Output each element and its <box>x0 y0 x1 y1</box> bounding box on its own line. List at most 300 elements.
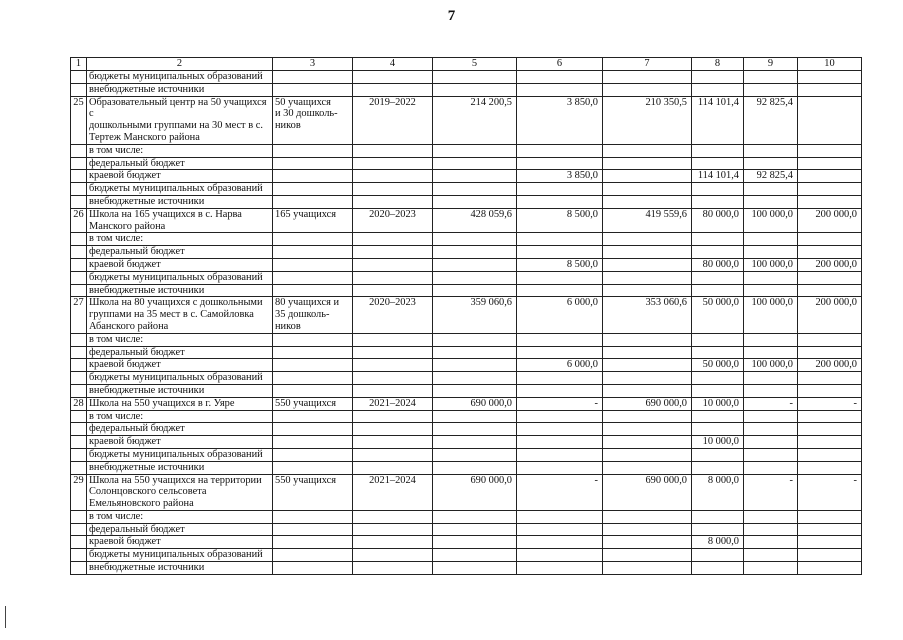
row-label: внебюджетные источники <box>87 83 273 96</box>
project-number: 25 <box>71 96 87 144</box>
column-header: 3 <box>273 58 353 71</box>
funding-col9-value: 100 000,0 <box>744 258 798 271</box>
empty-cell <box>433 271 517 284</box>
funding-col6-value: 3 850,0 <box>517 170 603 183</box>
project-col6-value: - <box>517 397 603 410</box>
column-header: 2 <box>87 58 273 71</box>
funding-col9-value <box>744 461 798 474</box>
empty-cell <box>273 258 353 271</box>
funding-col9-value <box>744 436 798 449</box>
project-number: 28 <box>71 397 87 410</box>
funding-col10-value <box>798 384 862 397</box>
project-col10-value <box>798 96 862 144</box>
empty-cell <box>273 448 353 461</box>
page-number: 7 <box>447 8 456 24</box>
funding-source-row <box>71 271 862 284</box>
empty-cell <box>603 461 692 474</box>
empty-cell <box>273 523 353 536</box>
project-number: 29 <box>71 474 87 510</box>
empty-cell <box>273 246 353 259</box>
funding-source-label: внебюджетные источники <box>87 384 273 397</box>
empty-cell <box>273 359 353 372</box>
funding-col8-value <box>692 410 744 423</box>
empty-cell <box>433 83 517 96</box>
project-col8-value: 10 000,0 <box>692 397 744 410</box>
funding-col10-value: 200 000,0 <box>798 359 862 372</box>
funding-source-label: краевой бюджет <box>87 359 273 372</box>
funding-col8-value <box>692 510 744 523</box>
empty-cell <box>433 448 517 461</box>
table-body <box>71 58 862 575</box>
empty-cell <box>433 183 517 196</box>
funding-source-row <box>71 562 862 575</box>
empty-cell <box>353 258 433 271</box>
project-capacity: 50 учащихся и 30 дошколь- ников <box>273 96 353 144</box>
project-capacity: 165 учащихся <box>273 208 353 233</box>
funding-col10-value <box>798 333 862 346</box>
empty-cell <box>353 183 433 196</box>
project-col7-value: 353 060,6 <box>603 297 692 333</box>
project-capacity: 550 учащихся <box>273 397 353 410</box>
investment-table-container <box>70 57 862 575</box>
funding-col9-value <box>744 384 798 397</box>
empty-cell <box>517 71 603 84</box>
funding-col9-value <box>744 523 798 536</box>
empty-cell <box>433 410 517 423</box>
funding-source-row <box>71 372 862 385</box>
funding-col10-value <box>798 284 862 297</box>
funding-col6-value <box>517 562 603 575</box>
empty-cell <box>433 233 517 246</box>
funding-col9-value <box>744 157 798 170</box>
funding-source-row <box>71 436 862 449</box>
row-label: бюджеты муниципальных образований <box>87 71 273 84</box>
funding-col6-value <box>517 436 603 449</box>
empty-cell <box>273 536 353 549</box>
row-number-cell <box>71 195 87 208</box>
funding-col10-value <box>798 246 862 259</box>
project-period: 2021–2024 <box>353 474 433 510</box>
empty-cell <box>353 71 433 84</box>
funding-col9-value <box>744 410 798 423</box>
funding-col10-value <box>798 157 862 170</box>
column-header: 4 <box>353 58 433 71</box>
empty-cell <box>273 157 353 170</box>
funding-col10-value <box>798 523 862 536</box>
empty-cell <box>433 359 517 372</box>
empty-cell <box>353 359 433 372</box>
empty-cell <box>603 284 692 297</box>
funding-col8-value: 114 101,4 <box>692 170 744 183</box>
funding-source-row <box>71 461 862 474</box>
funding-col8-value <box>692 246 744 259</box>
continuation-row <box>71 71 862 84</box>
empty-cell <box>603 83 692 96</box>
funding-col8-value: 50 000,0 <box>692 359 744 372</box>
funding-col8-value <box>692 333 744 346</box>
empty-cell <box>603 410 692 423</box>
empty-cell <box>273 549 353 562</box>
project-col9-value: - <box>744 474 798 510</box>
empty-cell <box>744 83 798 96</box>
funding-col8-value <box>692 448 744 461</box>
funding-col10-value <box>798 183 862 196</box>
empty-cell <box>433 258 517 271</box>
project-col9-value: 100 000,0 <box>744 208 798 233</box>
column-header: 1 <box>71 58 87 71</box>
empty-cell <box>433 71 517 84</box>
project-name: Школа на 550 учащихся на территории Солонцовского сельсовета Емельяновского района <box>87 474 273 510</box>
empty-cell <box>603 536 692 549</box>
funding-col9-value <box>744 144 798 157</box>
empty-cell <box>603 549 692 562</box>
empty-cell <box>433 346 517 359</box>
header-row <box>71 58 862 71</box>
empty-cell <box>692 83 744 96</box>
project-number: 27 <box>71 297 87 333</box>
funding-col6-value <box>517 183 603 196</box>
project-total-cost: 428 059,6 <box>433 208 517 233</box>
empty-cell <box>273 233 353 246</box>
empty-cell <box>603 246 692 259</box>
empty-cell <box>353 423 433 436</box>
funding-col8-value <box>692 183 744 196</box>
project-col7-value: 210 350,5 <box>603 96 692 144</box>
funding-source-label: в том числе: <box>87 144 273 157</box>
empty-cell <box>273 183 353 196</box>
funding-col10-value: 200 000,0 <box>798 258 862 271</box>
funding-source-row <box>71 549 862 562</box>
funding-source-label: федеральный бюджет <box>87 423 273 436</box>
project-row <box>71 208 862 233</box>
project-row <box>71 96 862 144</box>
column-header: 7 <box>603 58 692 71</box>
project-row <box>71 397 862 410</box>
empty-cell <box>433 523 517 536</box>
row-number-cell <box>71 549 87 562</box>
funding-source-label: федеральный бюджет <box>87 157 273 170</box>
empty-cell <box>353 144 433 157</box>
row-number-cell <box>71 170 87 183</box>
project-col10-value: 200 000,0 <box>798 208 862 233</box>
project-col10-value: 200 000,0 <box>798 297 862 333</box>
funding-source-row <box>71 510 862 523</box>
funding-col6-value <box>517 523 603 536</box>
empty-cell <box>603 448 692 461</box>
funding-source-label: федеральный бюджет <box>87 246 273 259</box>
funding-col8-value <box>692 423 744 436</box>
funding-source-label: в том числе: <box>87 333 273 346</box>
funding-col9-value: 100 000,0 <box>744 359 798 372</box>
empty-cell <box>433 246 517 259</box>
empty-cell <box>433 170 517 183</box>
row-number-cell <box>71 258 87 271</box>
empty-cell <box>603 423 692 436</box>
funding-col9-value <box>744 562 798 575</box>
empty-cell <box>273 170 353 183</box>
column-header: 10 <box>798 58 862 71</box>
project-col8-value: 80 000,0 <box>692 208 744 233</box>
funding-col10-value <box>798 448 862 461</box>
empty-cell <box>273 83 353 96</box>
project-col6-value: 6 000,0 <box>517 297 603 333</box>
funding-col8-value <box>692 157 744 170</box>
project-period: 2019–2022 <box>353 96 433 144</box>
funding-col9-value <box>744 271 798 284</box>
empty-cell <box>353 523 433 536</box>
funding-col8-value <box>692 549 744 562</box>
row-number-cell <box>71 461 87 474</box>
funding-col9-value <box>744 284 798 297</box>
row-number-cell <box>71 423 87 436</box>
funding-source-row <box>71 195 862 208</box>
empty-cell <box>603 523 692 536</box>
funding-col10-value <box>798 346 862 359</box>
funding-col10-value <box>798 170 862 183</box>
row-number-cell <box>71 359 87 372</box>
empty-cell <box>273 461 353 474</box>
empty-cell <box>273 510 353 523</box>
funding-col8-value <box>692 372 744 385</box>
empty-cell <box>273 144 353 157</box>
empty-cell <box>603 258 692 271</box>
funding-col9-value <box>744 372 798 385</box>
funding-source-row <box>71 448 862 461</box>
row-number-cell <box>71 372 87 385</box>
empty-cell <box>603 157 692 170</box>
row-number-cell <box>71 333 87 346</box>
funding-col9-value <box>744 423 798 436</box>
funding-col6-value <box>517 284 603 297</box>
funding-col6-value <box>517 246 603 259</box>
funding-col9-value <box>744 549 798 562</box>
row-number-cell <box>71 510 87 523</box>
empty-cell <box>798 83 862 96</box>
funding-col10-value <box>798 410 862 423</box>
project-col6-value: 8 500,0 <box>517 208 603 233</box>
empty-cell <box>353 448 433 461</box>
project-row <box>71 297 862 333</box>
row-number-cell <box>71 284 87 297</box>
funding-col6-value <box>517 384 603 397</box>
funding-col6-value <box>517 157 603 170</box>
project-name: Школа на 550 учащихся в г. Уяре <box>87 397 273 410</box>
funding-col6-value <box>517 233 603 246</box>
project-col10-value: - <box>798 397 862 410</box>
funding-col10-value <box>798 461 862 474</box>
project-number: 26 <box>71 208 87 233</box>
empty-cell <box>353 384 433 397</box>
project-total-cost: 359 060,6 <box>433 297 517 333</box>
empty-cell <box>603 170 692 183</box>
funding-source-row <box>71 284 862 297</box>
funding-source-row <box>71 183 862 196</box>
empty-cell <box>603 333 692 346</box>
empty-cell <box>433 510 517 523</box>
empty-cell <box>517 83 603 96</box>
empty-cell <box>603 372 692 385</box>
empty-cell <box>353 284 433 297</box>
funding-col10-value <box>798 372 862 385</box>
funding-col9-value <box>744 510 798 523</box>
project-total-cost: 214 200,5 <box>433 96 517 144</box>
empty-cell <box>353 83 433 96</box>
funding-col6-value <box>517 372 603 385</box>
funding-col6-value <box>517 195 603 208</box>
row-number-cell <box>71 157 87 170</box>
project-period: 2020–2023 <box>353 208 433 233</box>
funding-col9-value <box>744 195 798 208</box>
empty-cell <box>353 346 433 359</box>
funding-source-row <box>71 258 862 271</box>
funding-source-row <box>71 410 862 423</box>
empty-cell <box>433 536 517 549</box>
funding-source-label: бюджеты муниципальных образований <box>87 271 273 284</box>
funding-col10-value <box>798 233 862 246</box>
project-col7-value: 419 559,6 <box>603 208 692 233</box>
project-period: 2020–2023 <box>353 297 433 333</box>
row-number-cell <box>71 523 87 536</box>
project-col7-value: 690 000,0 <box>603 397 692 410</box>
funding-col6-value <box>517 536 603 549</box>
funding-col6-value <box>517 423 603 436</box>
funding-col6-value <box>517 410 603 423</box>
empty-cell <box>433 195 517 208</box>
funding-source-row <box>71 359 862 372</box>
funding-source-row <box>71 157 862 170</box>
funding-source-row <box>71 233 862 246</box>
empty-cell <box>273 562 353 575</box>
funding-col6-value: 8 500,0 <box>517 258 603 271</box>
row-number-cell <box>71 448 87 461</box>
funding-col9-value <box>744 233 798 246</box>
empty-cell <box>433 562 517 575</box>
empty-cell <box>433 284 517 297</box>
funding-col9-value <box>744 246 798 259</box>
funding-source-label: бюджеты муниципальных образований <box>87 549 273 562</box>
funding-source-label: в том числе: <box>87 510 273 523</box>
empty-cell <box>603 144 692 157</box>
funding-source-row <box>71 536 862 549</box>
funding-col9-value <box>744 448 798 461</box>
project-name: Образовательный центр на 50 учащихся с дошкольными группами на 30 мест в с. Тертеж Манского района <box>87 96 273 144</box>
row-number-cell <box>71 233 87 246</box>
funding-col6-value: 6 000,0 <box>517 359 603 372</box>
funding-col9-value <box>744 536 798 549</box>
project-col9-value: - <box>744 397 798 410</box>
row-number-cell <box>71 436 87 449</box>
column-header: 6 <box>517 58 603 71</box>
funding-col6-value <box>517 448 603 461</box>
row-number-cell <box>71 71 87 84</box>
empty-cell <box>273 436 353 449</box>
project-col8-value: 50 000,0 <box>692 297 744 333</box>
funding-source-label: бюджеты муниципальных образований <box>87 372 273 385</box>
continuation-row <box>71 83 862 96</box>
empty-cell <box>353 170 433 183</box>
funding-col8-value <box>692 284 744 297</box>
empty-cell <box>273 346 353 359</box>
empty-cell <box>353 372 433 385</box>
empty-cell <box>603 562 692 575</box>
empty-cell <box>603 346 692 359</box>
empty-cell <box>353 510 433 523</box>
funding-source-row <box>71 423 862 436</box>
funding-col8-value <box>692 562 744 575</box>
funding-source-row <box>71 170 862 183</box>
funding-col6-value <box>517 144 603 157</box>
empty-cell <box>433 423 517 436</box>
funding-source-label: федеральный бюджет <box>87 523 273 536</box>
funding-col6-value <box>517 333 603 346</box>
funding-col8-value <box>692 346 744 359</box>
empty-cell <box>603 233 692 246</box>
funding-col10-value <box>798 562 862 575</box>
funding-col9-value <box>744 333 798 346</box>
empty-cell <box>603 384 692 397</box>
funding-source-label: краевой бюджет <box>87 436 273 449</box>
funding-col9-value: 92 825,4 <box>744 170 798 183</box>
project-capacity: 550 учащихся <box>273 474 353 510</box>
empty-cell <box>433 549 517 562</box>
project-period: 2021–2024 <box>353 397 433 410</box>
column-header: 5 <box>433 58 517 71</box>
project-col6-value: - <box>517 474 603 510</box>
empty-cell <box>353 461 433 474</box>
funding-source-label: краевой бюджет <box>87 170 273 183</box>
funding-col10-value <box>798 436 862 449</box>
row-number-cell <box>71 410 87 423</box>
empty-cell <box>273 271 353 284</box>
empty-cell <box>353 157 433 170</box>
row-number-cell <box>71 144 87 157</box>
row-number-cell <box>71 562 87 575</box>
empty-cell <box>603 510 692 523</box>
empty-cell <box>273 384 353 397</box>
empty-cell <box>603 195 692 208</box>
empty-cell <box>353 195 433 208</box>
project-col9-value: 92 825,4 <box>744 96 798 144</box>
funding-source-row <box>71 384 862 397</box>
column-header: 8 <box>692 58 744 71</box>
funding-source-label: в том числе: <box>87 410 273 423</box>
funding-col10-value <box>798 195 862 208</box>
empty-cell <box>603 271 692 284</box>
empty-cell <box>433 372 517 385</box>
empty-cell <box>273 333 353 346</box>
funding-source-label: федеральный бюджет <box>87 346 273 359</box>
empty-cell <box>433 144 517 157</box>
funding-col8-value <box>692 195 744 208</box>
empty-cell <box>433 461 517 474</box>
empty-cell <box>273 284 353 297</box>
margin-mark <box>5 606 6 628</box>
project-col8-value: 114 101,4 <box>692 96 744 144</box>
funding-col8-value <box>692 384 744 397</box>
row-number-cell <box>71 536 87 549</box>
empty-cell <box>798 71 862 84</box>
empty-cell <box>744 71 798 84</box>
funding-col10-value <box>798 549 862 562</box>
funding-col6-value <box>517 271 603 284</box>
empty-cell <box>273 195 353 208</box>
empty-cell <box>603 436 692 449</box>
project-total-cost: 690 000,0 <box>433 397 517 410</box>
empty-cell <box>273 372 353 385</box>
funding-col6-value <box>517 510 603 523</box>
empty-cell <box>603 183 692 196</box>
empty-cell <box>353 233 433 246</box>
